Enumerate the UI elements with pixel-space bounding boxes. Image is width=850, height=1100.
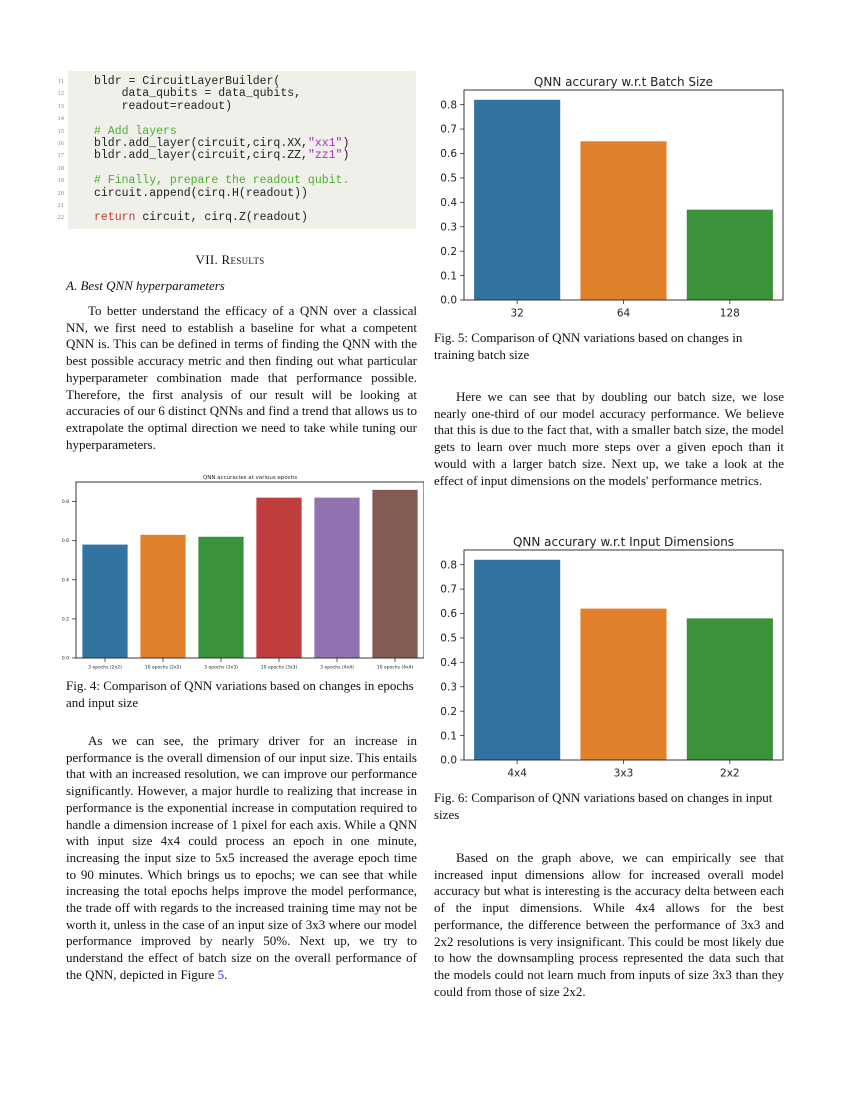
y-tick-label: 0.8 bbox=[440, 559, 457, 572]
bar bbox=[580, 141, 666, 300]
bar bbox=[82, 545, 127, 658]
paragraph-input-size-text: As we can see, the primary driver for an increase in performance is the overall dimension of our input size. This entails that with an increased resolution, we can improve our performance significantly. However, a major hurdle to realizing that increase in performance is the exponential increase in computation required to handle a dimension increase of 1 pixel for each axis. While a QNN with input size 4x4 could process an epoch in one minute, increasing the input size to 5x5 increased the average epoch time to 90 minutes. Which brings us to epochs; we can see that while increasing the total epochs helps improve the model performance, the trade off with regards to the increased training time may not be worth it, unless in the case of an input size of 3x3 where our model performance improved by nearly 50%. Next up, we try to understand the effect of batch size on the overall performance of the QNN, depicted in Figure bbox=[66, 733, 417, 982]
bar bbox=[687, 210, 773, 300]
code-line-text bbox=[94, 188, 308, 200]
code-token: # Finally, prepare the readout qubit. bbox=[94, 174, 350, 188]
bar bbox=[198, 537, 243, 658]
code-token: bldr.add_layer(circuit,cirq.ZZ, bbox=[94, 149, 308, 163]
code-token: circuit, cirq.Z(readout) bbox=[135, 211, 308, 225]
figure-4-chart bbox=[52, 470, 424, 670]
bar bbox=[314, 498, 359, 658]
x-tick-label: 3 epochs (2x2) bbox=[88, 665, 122, 670]
code-token: circuit.append(cirq.H(readout)) bbox=[94, 186, 308, 200]
y-tick-label: 0.2 bbox=[61, 617, 69, 623]
code-token: bldr = CircuitLayerBuilder( bbox=[94, 75, 281, 88]
x-tick-label: 2x2 bbox=[720, 767, 740, 780]
paragraph-input-dimensions: Based on the graph above, we can empirically see that increased input dimensions allow for increased overall model accuracy but what is interesting is the accuracy delta between each of the input dimensions. While 4x4 allows for the best performance, the difference between the performance of 3x3 and 2x2 resolutions is very insignificant. This could be most likely due to how the downsampling process represented the data such that the models could not learn much from inputs of size 3x3 than they could from those of size 2x2. bbox=[434, 850, 784, 999]
x-tick-label: 128 bbox=[719, 307, 740, 320]
code-line-number: 16 bbox=[57, 140, 64, 147]
code-line-text bbox=[94, 76, 280, 88]
figure-5-chart bbox=[428, 72, 790, 324]
x-tick-label: 64 bbox=[616, 307, 631, 320]
y-tick-label: 0.7 bbox=[440, 123, 457, 136]
figure-6-chart bbox=[428, 532, 790, 784]
paragraph-baseline: To better understand the efficacy of a QNN over a classical NN, we first need to establish a baseline for what a competent QNN is. This can be defined in terms of finding the QNN with the best possible accuracy metric and then finding out what particular hyperparameter combination made that performance possible. Therefore, the first analysis of our result will be looking at accuracies of our 6 distinct QNNs and find a trend that allows us to extrapolate the optimal direction we need to take while tuning our hyperparameters. bbox=[66, 303, 417, 452]
code-line-number: 19 bbox=[57, 177, 64, 185]
paragraph-batch-size: Here we can see that by doubling our batch size, we lose nearly one-third of our model accuracy performance. We believe that this is due to the fact that, with a smaller batch size, the model gets to learn over much more steps over a given epoch than it would with a larger batch size. Next up, we take a look at the effect of input dimensions on the models' performance metrics. bbox=[434, 389, 784, 488]
y-tick-label: 0.4 bbox=[61, 578, 69, 584]
code-line-number: 14 bbox=[57, 115, 64, 123]
figure-5-caption: Fig. 5: Comparison of QNN variations based on changes in training batch size bbox=[434, 330, 743, 362]
code-line-number: 18 bbox=[57, 164, 64, 172]
y-tick-label: 0.0 bbox=[61, 656, 69, 662]
y-tick-label: 0.6 bbox=[440, 608, 457, 621]
bar bbox=[256, 498, 301, 658]
subsection-title: A. Best QNN hyperparameters bbox=[66, 278, 225, 293]
y-tick-label: 0.7 bbox=[440, 583, 457, 596]
code-line-number: 22 bbox=[57, 214, 64, 222]
code-line-number: 11 bbox=[57, 78, 64, 85]
y-tick-label: 0.1 bbox=[440, 730, 457, 743]
x-tick-label: 10 epochs (4x4) bbox=[376, 665, 414, 670]
y-tick-label: 0.0 bbox=[440, 294, 457, 307]
y-tick-label: 0.2 bbox=[440, 705, 457, 718]
y-tick-label: 0.3 bbox=[440, 681, 457, 694]
code-token: # Add layers bbox=[94, 124, 177, 138]
y-tick-label: 0.5 bbox=[440, 632, 457, 645]
y-tick-label: 0.4 bbox=[440, 657, 457, 670]
x-tick-label: 32 bbox=[510, 307, 524, 320]
code-token: "zz1" bbox=[307, 149, 343, 163]
y-tick-label: 0.6 bbox=[61, 539, 69, 545]
y-tick-label: 0.0 bbox=[440, 754, 457, 767]
chart-title: QNN accuracies at various epochs bbox=[202, 475, 298, 481]
bar bbox=[687, 618, 773, 760]
chart-title: QNN accurary w.r.t Batch Size bbox=[533, 75, 714, 89]
code-token: return bbox=[94, 211, 136, 225]
bar bbox=[372, 490, 417, 658]
y-tick-label: 0.8 bbox=[61, 500, 69, 506]
figure-5-link[interactable]: 5 bbox=[217, 966, 225, 982]
code-line-number: 21 bbox=[57, 202, 64, 209]
bar bbox=[474, 560, 560, 760]
code-token: bldr.add_layer(circuit,cirq.XX, bbox=[94, 137, 308, 150]
section-title: VII. Results bbox=[195, 252, 265, 267]
code-line-number: 15 bbox=[57, 127, 64, 135]
x-tick-label: 10 epochs (2x2) bbox=[144, 665, 182, 670]
y-tick-label: 0.5 bbox=[440, 172, 457, 185]
code-line-number: 17 bbox=[57, 152, 64, 160]
paragraph-input-size-end: . bbox=[224, 966, 228, 982]
code-line-number: 13 bbox=[57, 102, 64, 110]
y-tick-label: 0.4 bbox=[440, 197, 457, 210]
y-tick-label: 0.2 bbox=[440, 245, 457, 258]
code-line-number: 20 bbox=[57, 189, 64, 197]
code-line-text bbox=[94, 175, 349, 187]
y-tick-label: 0.8 bbox=[440, 99, 457, 112]
code-line-text bbox=[94, 101, 232, 113]
figure-4-caption: Fig. 4: Comparison of QNN variations based on changes in epochs and input size bbox=[66, 678, 414, 710]
code-line-text bbox=[94, 126, 177, 138]
code-line-text bbox=[94, 88, 301, 100]
code-line-text bbox=[94, 212, 308, 224]
code-token: ) bbox=[342, 149, 350, 163]
x-tick-label: 3 epochs (3x3) bbox=[204, 665, 238, 670]
y-tick-label: 0.1 bbox=[440, 270, 457, 283]
code-line-text bbox=[94, 150, 349, 162]
y-tick-label: 0.3 bbox=[440, 221, 457, 234]
bar bbox=[474, 100, 560, 300]
bar bbox=[140, 535, 185, 658]
paragraph-input-size bbox=[66, 733, 417, 984]
bar bbox=[580, 609, 666, 760]
figure-6-caption: Fig. 6: Comparison of QNN variations based on changes in input sizes bbox=[434, 790, 773, 822]
x-tick-label: 3x3 bbox=[613, 767, 634, 780]
code-line-text bbox=[94, 138, 349, 150]
code-token: data_qubits = data_qubits, bbox=[94, 87, 302, 101]
code-token: ) bbox=[342, 137, 350, 150]
code-token: readout=readout) bbox=[94, 99, 233, 113]
chart-title: QNN accurary w.r.t Input Dimensions bbox=[512, 535, 735, 549]
x-tick-label: 4x4 bbox=[507, 767, 527, 780]
code-listing bbox=[44, 71, 416, 229]
y-tick-label: 0.6 bbox=[440, 148, 457, 161]
code-line-number: 12 bbox=[57, 90, 64, 98]
code-token: "xx1" bbox=[307, 137, 343, 150]
plot-frame bbox=[76, 482, 424, 658]
x-tick-label: 10 epochs (3x3) bbox=[260, 665, 298, 670]
x-tick-label: 3 epochs (4x4) bbox=[320, 665, 354, 670]
